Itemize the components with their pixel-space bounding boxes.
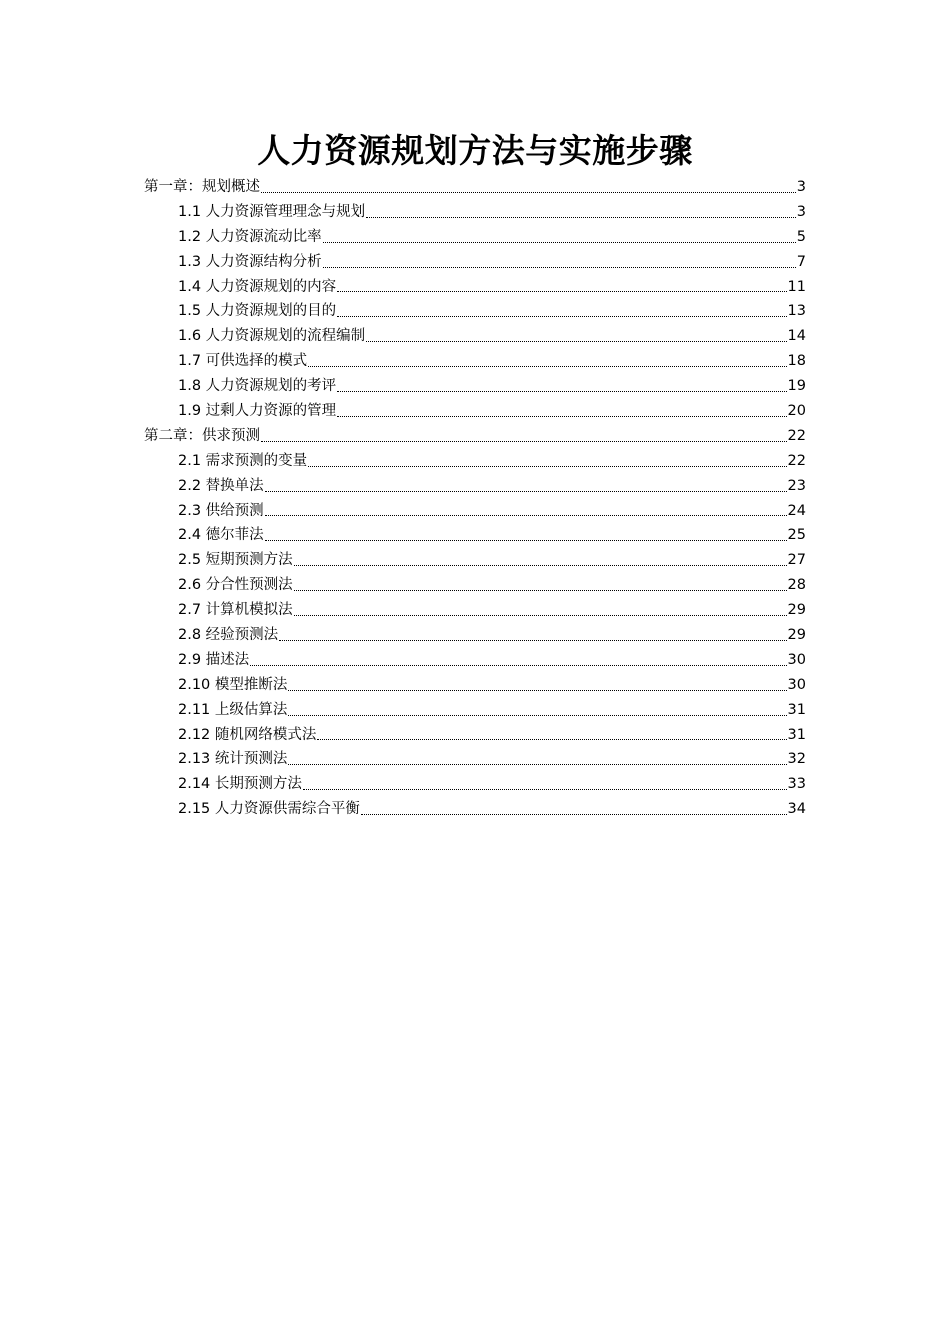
toc-entry-label: 1.4 人力资源规划的内容 [178,278,337,295]
toc-page-number: 7 [796,253,806,270]
toc-section-entry[interactable] [144,250,806,275]
toc-section-entry[interactable] [144,275,806,300]
toc-section-entry[interactable] [144,474,806,499]
toc-entry-label: 1.8 人力资源规划的考评 [178,378,337,395]
toc-entry-label: 2.15 人力资源供需综合平衡 [178,801,360,818]
toc-page-number: 20 [787,403,806,419]
toc-section-entry[interactable] [144,797,806,822]
toc-leader-dots [288,690,786,691]
toc-leader-dots [303,789,787,790]
toc-page-number: 30 [787,651,806,668]
toc-section-entry[interactable] [144,623,806,648]
document-title: 人力资源规划方法与实施步骤 [257,131,693,170]
toc-entry-label: 1.2 人力资源流动比率 [178,228,322,245]
toc-entry-label: 2.7 计算机模拟法 [178,602,293,619]
toc-page-number: 18 [787,353,806,370]
toc-section-entry[interactable] [144,523,806,548]
toc-section-entry[interactable] [144,299,806,324]
toc-leader-dots [366,217,796,218]
toc-entry-label: 1.1 人力资源管理理念与规划 [178,203,366,220]
toc-page-number: 19 [787,378,806,395]
table-of-contents [144,175,806,822]
toc-entry-label: 第一章：规划概述 [144,178,260,195]
toc-section-entry[interactable] [144,648,806,673]
toc-page-number: 30 [787,676,806,693]
toc-entry-label: 2.12 随机网络模式法 [178,726,317,743]
toc-page-number: 3 [796,203,806,220]
toc-entry-label: 2.1 需求预测的变量 [178,452,308,469]
toc-section-entry[interactable] [144,573,806,598]
toc-entry-label: 2.8 经验预测法 [178,627,279,644]
toc-leader-dots [308,466,786,467]
toc-section-entry[interactable] [144,449,806,474]
toc-entry-label: 1.9 过剩人力资源的管理 [178,403,337,419]
toc-leader-dots [288,764,786,765]
toc-section-entry[interactable] [144,324,806,349]
toc-leader-dots [265,491,787,492]
toc-entry-label: 2.11 上级估算法 [178,701,288,718]
toc-section-entry[interactable] [144,598,806,623]
toc-page-number: 14 [787,328,806,345]
toc-entry-label: 第二章：供求预测 [144,427,260,444]
toc-section-entry[interactable] [144,747,806,772]
toc-page-number: 22 [787,452,806,469]
toc-entry-label: 1.6 人力资源规划的流程编制 [178,328,366,345]
toc-leader-dots [323,242,796,243]
toc-page-number: 25 [787,527,806,544]
toc-section-entry[interactable] [144,349,806,374]
toc-section-entry[interactable] [144,225,806,250]
toc-section-entry[interactable] [144,499,806,524]
toc-section-entry[interactable] [144,374,806,399]
toc-page-number: 28 [787,577,806,594]
toc-page-number: 31 [787,701,806,718]
toc-entry-label: 1.3 人力资源结构分析 [178,253,322,270]
toc-page-number: 31 [787,726,806,743]
toc-leader-dots [294,615,787,616]
toc-page-number: 24 [787,502,806,519]
toc-leader-dots [294,565,787,566]
toc-page-number: 32 [787,751,806,768]
toc-leader-dots [361,814,787,815]
toc-leader-dots [261,192,796,193]
toc-entry-label: 2.10 模型推断法 [178,676,288,693]
toc-entry-label: 2.13 统计预测法 [178,751,288,768]
toc-leader-dots [366,341,786,342]
toc-section-entry[interactable] [144,200,806,225]
toc-leader-dots [288,715,786,716]
toc-entry-label: 1.5 人力资源规划的目的 [178,303,337,320]
toc-entry-label: 2.9 描述法 [178,651,250,668]
toc-leader-dots [279,640,786,641]
toc-chapter-entry[interactable] [144,175,806,200]
toc-chapter-entry[interactable] [144,424,806,449]
toc-page-number: 29 [787,602,806,619]
toc-entry-label: 2.6 分合性预测法 [178,577,293,594]
toc-page-number: 29 [787,627,806,644]
toc-entry-label: 2.2 替换单法 [178,477,264,494]
toc-page-number: 3 [796,178,806,195]
toc-leader-dots [261,441,787,442]
toc-page-number: 23 [787,477,806,494]
toc-section-entry[interactable] [144,399,806,424]
toc-leader-dots [337,316,786,317]
toc-entry-label: 2.5 短期预测方法 [178,552,293,569]
toc-leader-dots [265,515,787,516]
toc-page-number: 5 [796,228,806,245]
toc-leader-dots [317,739,786,740]
toc-leader-dots [294,590,787,591]
toc-section-entry[interactable] [144,772,806,797]
toc-section-entry[interactable] [144,548,806,573]
toc-leader-dots [337,416,786,417]
toc-section-entry[interactable] [144,673,806,698]
toc-leader-dots [337,391,786,392]
toc-entry-label: 2.4 德尔菲法 [178,527,264,544]
toc-leader-dots [265,540,787,541]
toc-leader-dots [323,267,796,268]
toc-page-number: 27 [787,552,806,569]
toc-leader-dots [250,665,786,666]
toc-page-number: 11 [787,278,806,295]
toc-page-number: 34 [787,801,806,818]
toc-entry-label: 1.7 可供选择的模式 [178,353,308,370]
toc-entry-label: 2.14 长期预测方法 [178,776,302,793]
toc-entry-label: 2.3 供给预测 [178,502,264,519]
toc-section-entry[interactable] [144,723,806,748]
toc-section-entry[interactable] [144,698,806,723]
toc-page-number: 13 [787,303,806,320]
toc-leader-dots [308,366,786,367]
toc-page-number: 33 [787,776,806,793]
toc-page-number: 22 [787,427,806,444]
toc-leader-dots [337,291,786,292]
